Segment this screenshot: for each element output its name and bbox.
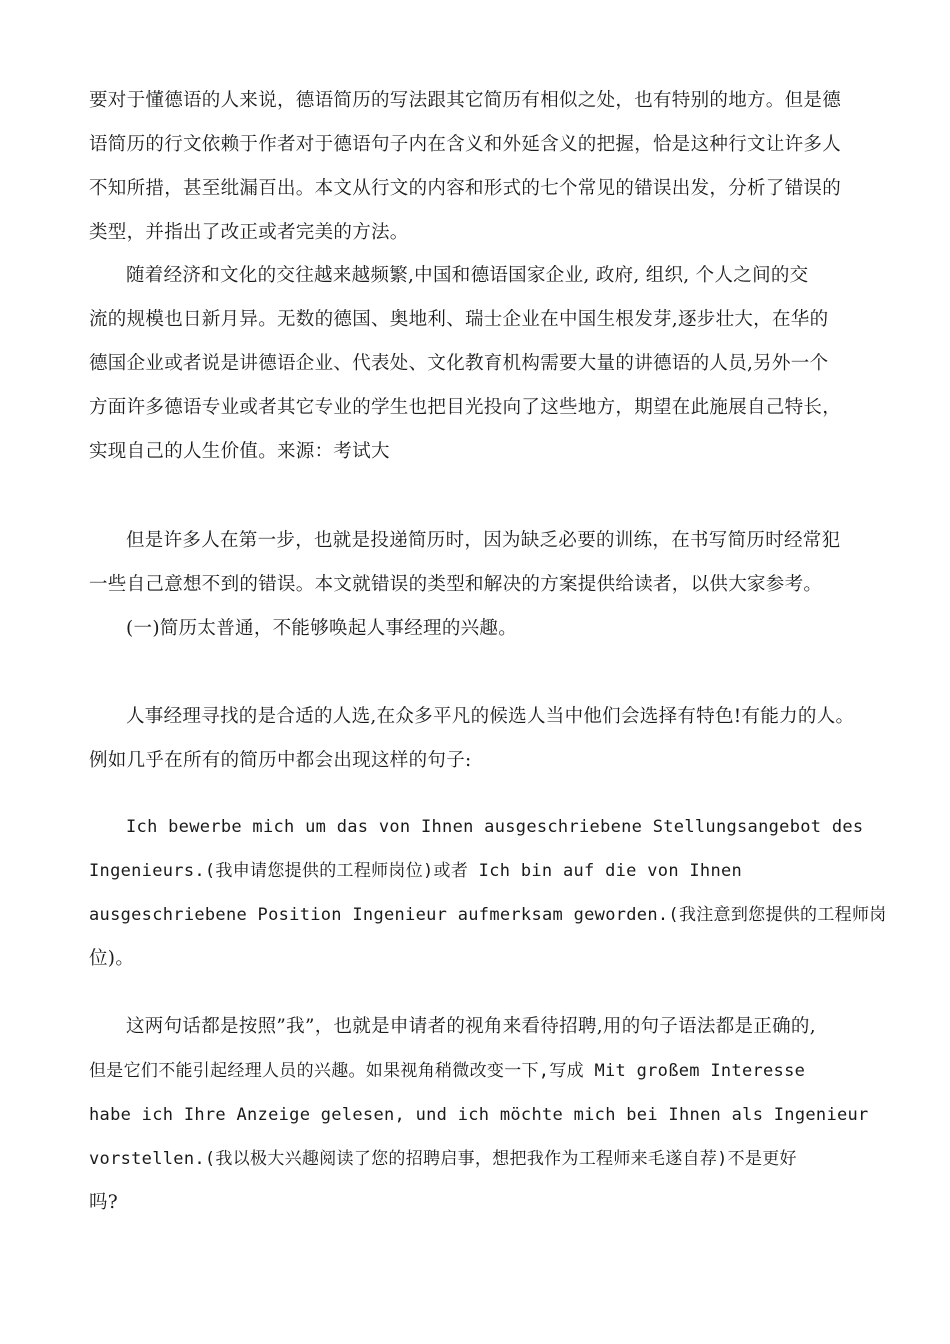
text-line: Ich bewerbe mich um das von Ihnen ausgeschriebene Stellungsangebot des bbox=[126, 817, 864, 837]
text-line: 但是它们不能引起经理人员的兴趣。如果视角稍微改变一下,写成 Mit großem Interesse bbox=[89, 1061, 806, 1081]
text-line: Ingenieurs.(我申请您提供的工程师岗位)或者 Ich bin auf die von Ihnen bbox=[89, 861, 743, 881]
text-line: 但是许多人在第一步，也就是投递简历时，因为缺乏必要的训练，在书写简历时经常犯 bbox=[126, 530, 841, 551]
text-line: 方面许多德语专业或者其它专业的学生也把目光投向了这些地方，期望在此施展自己特长， bbox=[89, 397, 842, 418]
paragraph-intro-errors bbox=[89, 519, 859, 607]
text-line: (一)简历太普通，不能够唤起人事经理的兴趣。 bbox=[126, 618, 518, 639]
text-line: 一些自己意想不到的错误。本文就错误的类型和解决的方案提供给读者，以供大家参考。 bbox=[89, 574, 823, 595]
text-line: vorstellen.(我以极大兴趣阅读了您的招聘启事，想把我作为工程师来毛遂自荐)不是更好 bbox=[89, 1149, 797, 1169]
text-line: 人事经理寻找的是合适的人选,在众多平凡的候选人当中他们会选择有特色!有能力的人。 bbox=[126, 706, 855, 727]
text-line: 吗? bbox=[89, 1192, 119, 1213]
paragraph-hr-manager bbox=[89, 695, 859, 783]
paragraph-abstract bbox=[89, 79, 859, 255]
text-line: 不知所措，甚至纰漏百出。本文从行文的内容和形式的七个常见的错误出发，分析了错误的 bbox=[89, 178, 842, 199]
text-line: 例如几乎在所有的简历中都会出现这样的句子: bbox=[89, 750, 472, 771]
text-line: 实现自己的人生价值。来源：考试大 bbox=[89, 441, 390, 462]
text-line: 类型，并指出了改正或者完美的方法。 bbox=[89, 222, 409, 243]
paragraph-background bbox=[89, 254, 859, 474]
text-line: 要对于懂德语的人来说，德语简历的写法跟其它简历有相似之处，也有特别的地方。但是德 bbox=[89, 90, 842, 111]
section-heading bbox=[89, 607, 859, 651]
text-line: 这两句话都是按照”我”，也就是申请者的视角来看待招聘,用的句子语法都是正确的, bbox=[126, 1016, 816, 1037]
text-line: 随着经济和文化的交往越来越频繁,中国和德语国家企业, 政府, 组织, 个人之间的交 bbox=[126, 265, 809, 286]
text-line: habe ich Ihre Anzeige gelesen, und ich möchte mich bei Ihnen als Ingenieur bbox=[89, 1105, 869, 1125]
text-line: 位)。 bbox=[89, 948, 135, 969]
paragraph-analysis bbox=[89, 1005, 869, 1225]
text-line: 德国企业或者说是讲德语企业、代表处、文化教育机构需要大量的讲德语的人员,另外一个 bbox=[89, 353, 829, 374]
text-line: 流的规模也日新月异。无数的德国、奥地利、瑞士企业在中国生根发芽,逐步壮大，在华的 bbox=[89, 309, 829, 330]
text-line: ausgeschriebene Position Ingenieur aufmerksam geworden.(我注意到您提供的工程师岗 bbox=[89, 905, 887, 925]
paragraph-example-sentences bbox=[89, 805, 887, 981]
text-line: 语简历的行文依赖于作者对于德语句子内在含义和外延含义的把握，恰是这种行文让许多人 bbox=[89, 134, 842, 155]
